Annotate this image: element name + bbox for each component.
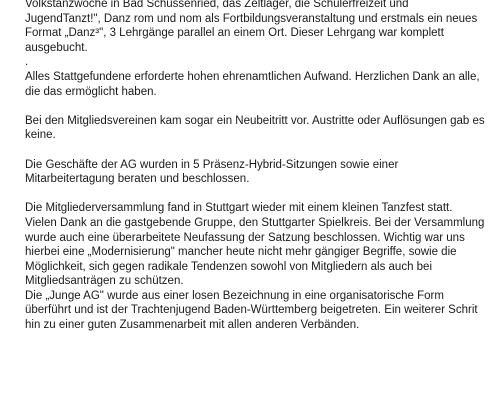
document-body: [25, 0, 487, 333]
paragraph-general-assembly: Die Mitgliederversammlung fand in Stuttgart wieder mit einem kleinen Tanzfest statt. Vielen Dank an die gastgebende Gruppe, den Stuttgarter Spielkreis. Bei der Versammlung wurde auch eine überarbeitete Neufassung der Satzung beschlossen. Wichtig war uns hierbei eine „Modernisierung" mancher heute nicht mehr gängiger Begriffe, sowie die Möglichkeit, sich gegen radikale Tendenzen sowohl von Mitgliedern als auch bei Mitgliedsanträgen zu schützen.: [25, 202, 485, 288]
paragraph-member-clubs: Bei den Mitgliedsvereinen kam sogar ein Neubeitritt vor. Austritte oder Auflösungen gab es keine.: [25, 114, 485, 142]
paragraph-junge-ag: Die „Junge AG" wurde aus einer losen Bezeichnung in eine organisatorische Form überführt und ist der Trachtenjugend Baden-Württemberg beigetreten. Ein weiterer Schrit hin zu einer guten Zusammenarbeit mit allen anderen Verbänden.: [25, 289, 478, 332]
stray-dot: .: [25, 56, 29, 69]
paragraph-thanks: Alles Stattgefundene erforderte hohen ehrenamtlichen Aufwand. Herzlichen Dank an alle, die das ermöglicht haben.: [25, 70, 480, 98]
paragraph-meetings: Die Geschäfte der AG wurden in 5 Präsenz-Hybrid-Sitzungen sowie einer Mitarbeitertagung beraten und beschlossen.: [25, 158, 399, 186]
paragraph-events: Volkstanzwoche in Bad Schussenried, das Zeltlager, die Schülerfreizeit und JugendTanzt!", Danz rom und nom als Fortbildungsveranstaltung und erstmals ein neues Format „Danz³", 3 Lehrgänge parallel an einem Ort. Dieser Lehrgang war komplett ausgebucht.: [25, 0, 478, 54]
